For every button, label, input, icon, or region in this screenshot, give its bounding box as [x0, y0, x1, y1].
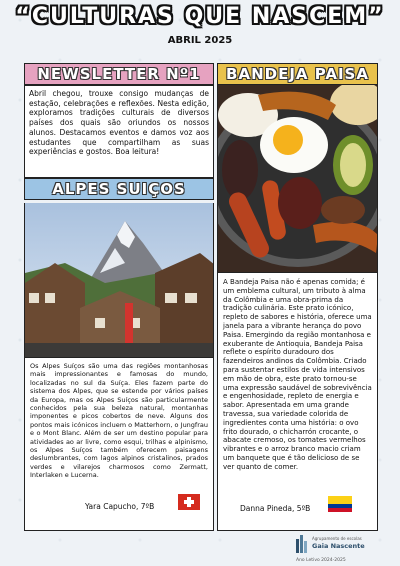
- bandeja-paisa-text: A Bandeja Paisa não é apenas comida; é um emblema cultural, um tributo à alma da Colômbia e uma obra-prima da tradição culinária. Este prato icónico, repleto de sabores e história, oferece uma janela para a vibrante herança do povo Paisa. Emergindo da região montanhosa e exuberante de Antioquia, Bandeja Paisa reflete o espírito duradouro dos fazendeiros andinos da Colômbia. Criado para sustentar estilos de vida intensivos em mão de obra, este prato tornou-se uma expressão saudável de sobrevivência e engenhosidade, repleto de energia e sabor. Apresentada em uma grande travessa, sua variedade colorida de ingredientes conta uma história: o ovo frito dourado, o chicharrón crocante, o abacate cremoso, os tomates vermelhos vibrantes e o arroz branco macio criam um banquete que é tão delicioso de se ver quanto de comer.: [217, 272, 378, 531]
- school-logo-subtitle: Agrupamento de escolas: [312, 536, 362, 541]
- school-year: Ano Letivo 2024-2025: [296, 558, 346, 563]
- alpes-suicos-photo: [24, 203, 214, 357]
- colombia-flag-red: [328, 508, 352, 512]
- page-title: “CULTURAS QUE NASCEM”: [15, 4, 385, 29]
- colombia-flag-yellow: [328, 496, 352, 504]
- alpes-suicos-author: Yara Capucho, 7ºB: [85, 502, 155, 511]
- school-logo-icon: [296, 535, 308, 555]
- alpes-suicos-text: Os Alpes Suíços são uma das regiões montanhosas mais impressionantes e famosas do mundo, localizadas no sul da Suíça. Eles fazem parte do sistema dos Alpes, que se estende por vários países da Europa, mas os Alpes Suíços são particularmente conhecidos pela sua beleza natural, montanhas imponentes e picos cobertos de neve. Alguns dos pontos mais icónicos incluem o Matterhorn, o Jungfrau e o Mont Blanc. Além de ser um destino popular para atividades ao ar livre, como esqui, trilhas e alpinismo, os Alpes Suíços também oferecem paisagens deslumbrantes, com lagos alpinos cristalinos, prados verdes e vilarejos charmosos como Zermatt, Interlaken e Lucerna.: [24, 357, 214, 531]
- bandeja-paisa-heading: BANDEJA PAISA: [217, 63, 378, 85]
- bandeja-paisa-illustration: [218, 85, 378, 272]
- matterhorn-illustration: [25, 203, 214, 357]
- alpes-suicos-heading: ALPES SUIÇOS: [24, 178, 214, 200]
- bandeja-paisa-author: Danna Pineda, 5ºB: [240, 504, 311, 513]
- colombia-flag-icon: [328, 496, 352, 512]
- newsletter-heading: NEWSLETTER Nº1: [24, 63, 214, 85]
- issue-date: ABRIL 2025: [167, 35, 233, 46]
- school-logo: [296, 533, 376, 563]
- swiss-flag-cross-horizontal: [184, 500, 194, 504]
- bandeja-paisa-photo: [217, 85, 378, 272]
- newsletter-intro-text: Abril chegou, trouxe consigo mudanças de estação, celebrações e reflexões. Nesta edição, exploramos tradições culturais de diversos países dos quais são oriundos os nossos alunos. Destacamos eventos e damos voz aos estudantes que compartilham as suas experiências e gostos. Boa leitura!: [24, 85, 214, 178]
- swiss-flag-icon: [178, 494, 200, 510]
- school-logo-name: Gaia Nascente: [312, 542, 365, 550]
